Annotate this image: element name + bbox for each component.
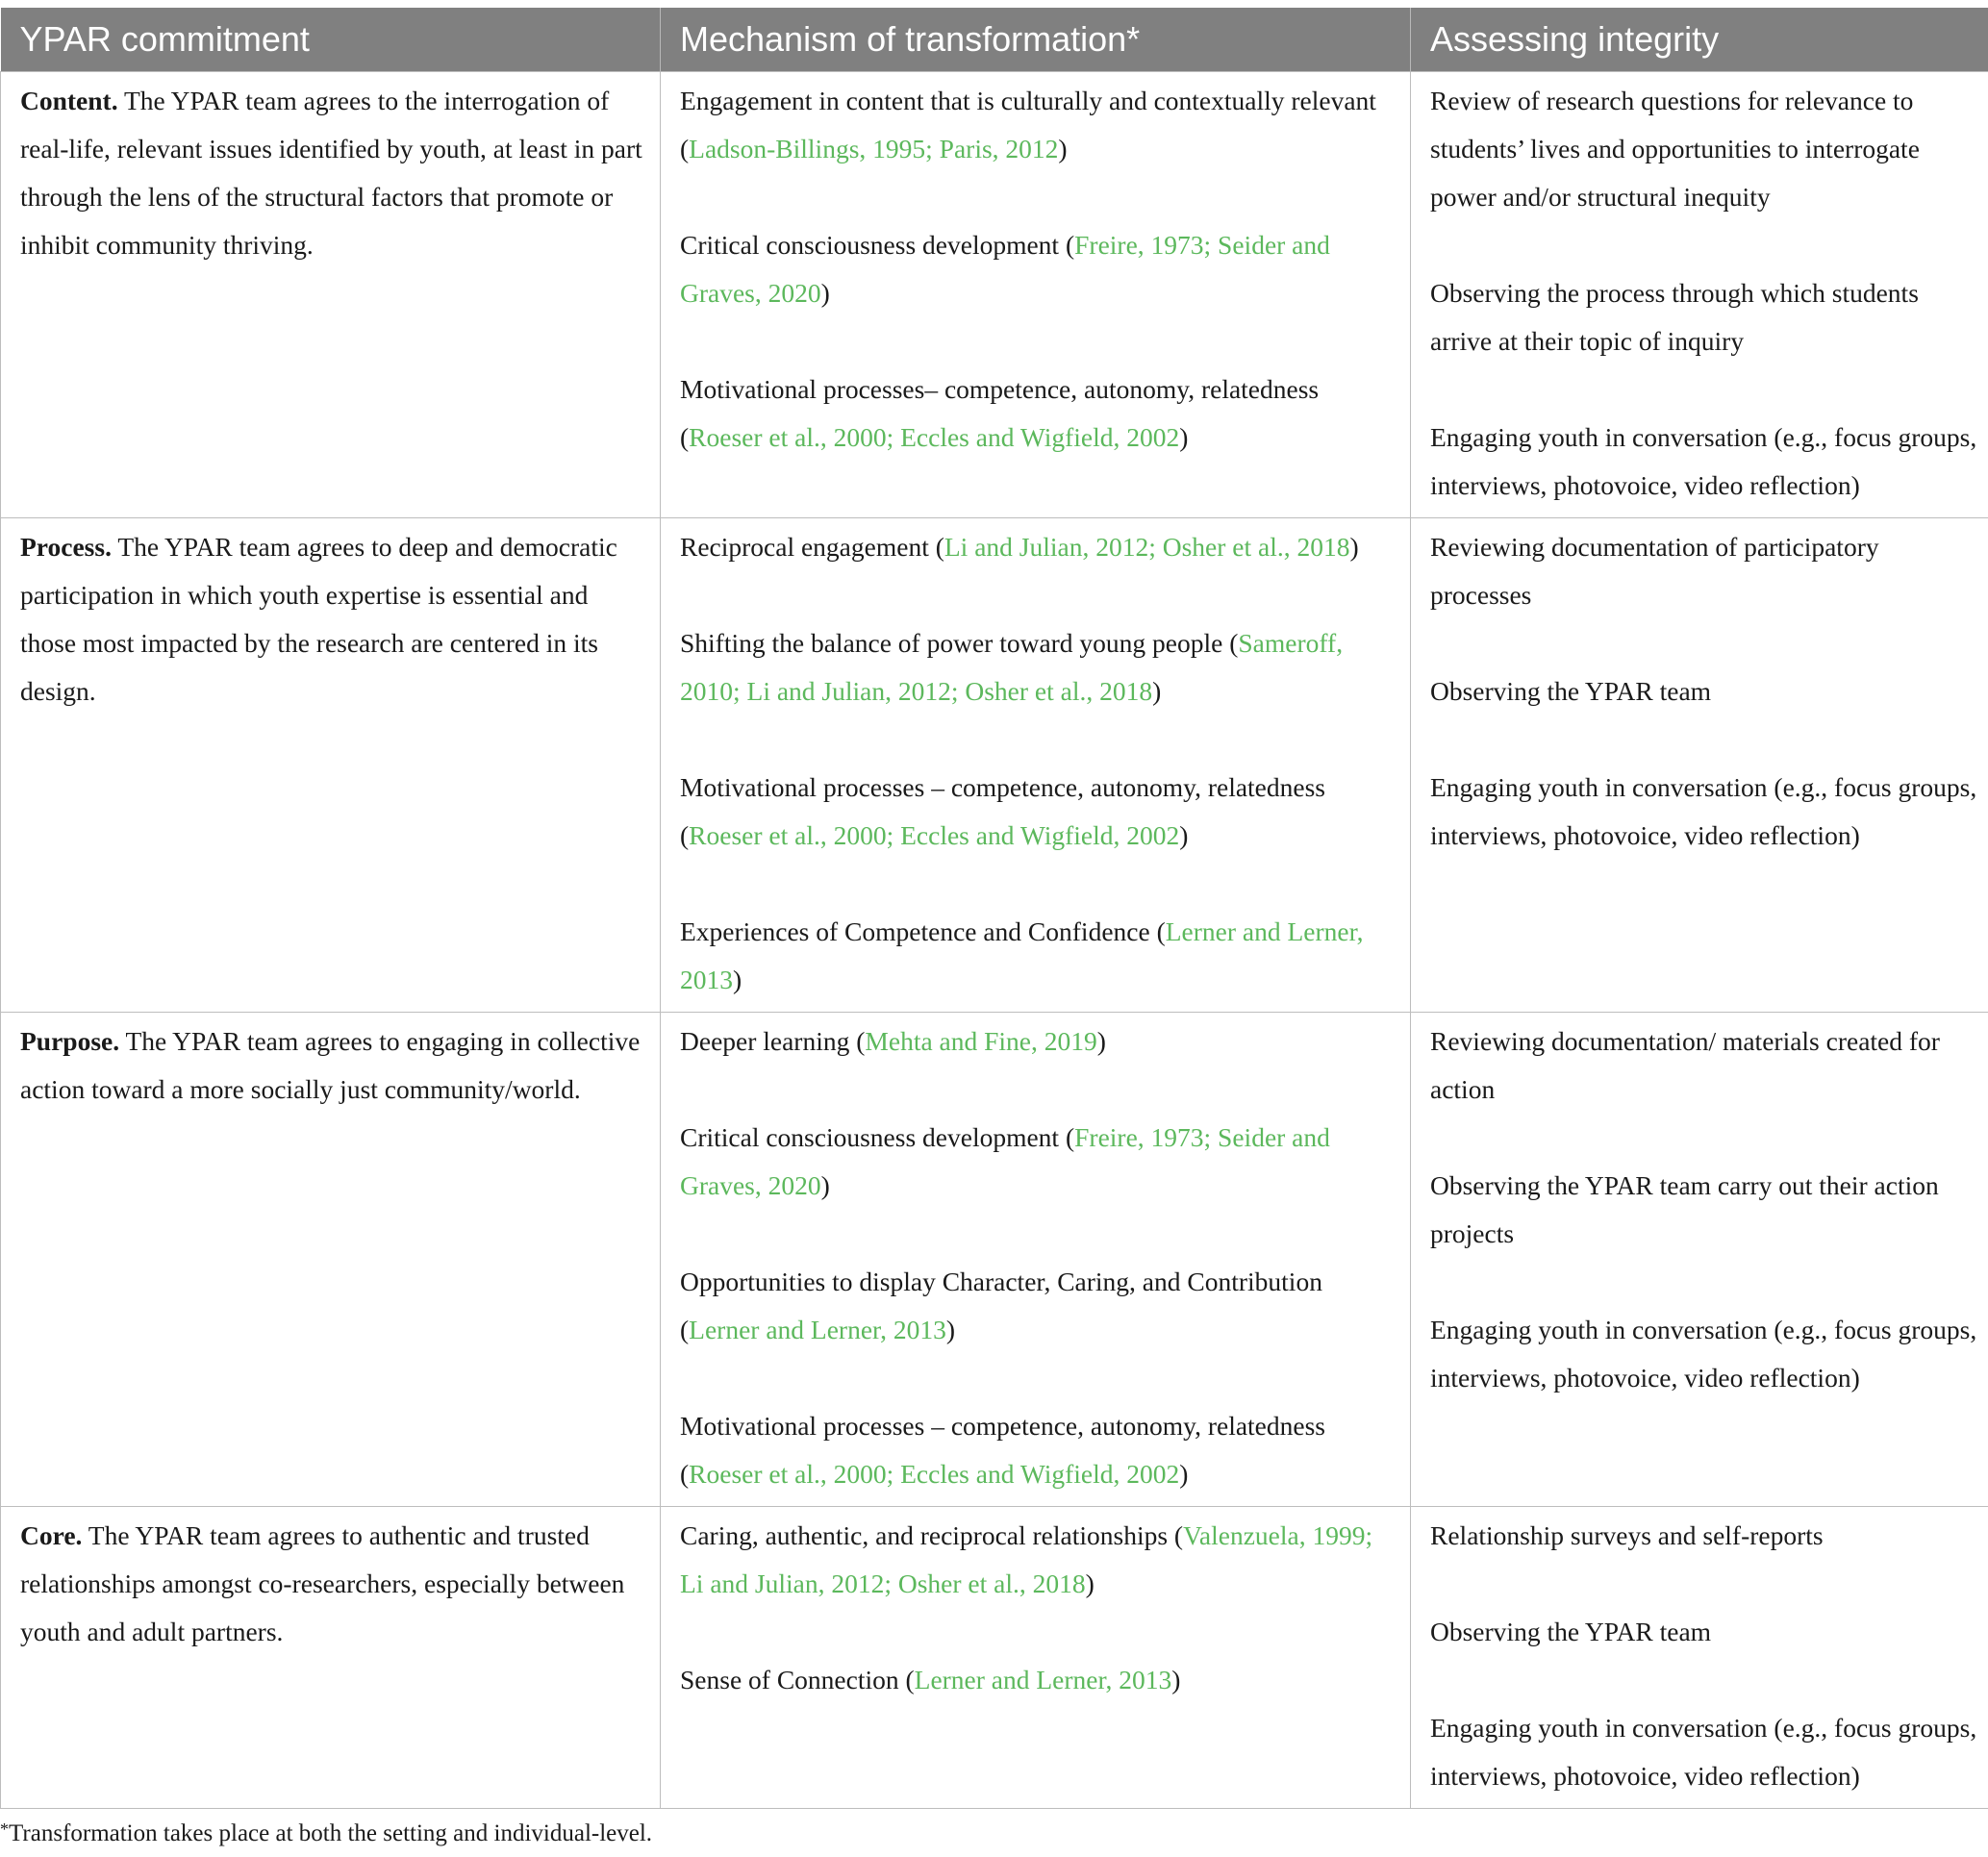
mechanism-item bbox=[680, 221, 1395, 317]
table-row bbox=[1, 518, 1988, 1013]
integrity-item: Reviewing documentation/ materials created for action bbox=[1430, 1026, 1940, 1104]
integrity-item: Engaging youth in conversation (e.g., focus groups, interviews, photovoice, video reflection) bbox=[1430, 1315, 1977, 1393]
citation-link[interactable]: Freire, 1973; Seider and Graves, 2020 bbox=[680, 230, 1330, 308]
mechanism-close-paren: ) bbox=[1179, 422, 1189, 452]
mechanism-close-paren: ) bbox=[1349, 532, 1359, 562]
mechanism-text: Sense of Connection ( bbox=[680, 1665, 915, 1694]
mechanism-close-paren: ) bbox=[1096, 1026, 1106, 1056]
mechanism-text: Deeper learning ( bbox=[680, 1026, 866, 1056]
mechanism-item bbox=[680, 908, 1395, 1004]
mechanism-item bbox=[680, 1258, 1395, 1354]
commitment-cell bbox=[1, 518, 661, 1013]
integrity-item: Observing the YPAR team carry out their action projects bbox=[1430, 1170, 1939, 1248]
table-header bbox=[1, 8, 1988, 72]
mechanism-close-paren: ) bbox=[1179, 820, 1189, 850]
mechanism-text: Experiences of Competence and Confidence ( bbox=[680, 916, 1166, 946]
commitment-text: The YPAR team agrees to the interrogation of real-life, relevant issues identified by youth, at least in part through the lens of the structural factors that promote or inhibit community thriving. bbox=[20, 86, 642, 260]
mechanism-close-paren: ) bbox=[1058, 134, 1068, 163]
commitment-lead: Process. bbox=[20, 532, 112, 562]
commitment-cell bbox=[1, 72, 661, 518]
integrity-item: Reviewing documentation of participatory processes bbox=[1430, 532, 1879, 610]
integrity-item: Observing the YPAR team bbox=[1430, 1617, 1712, 1646]
mechanism-text: Critical consciousness development ( bbox=[680, 230, 1075, 260]
mechanism-close-paren: ) bbox=[820, 278, 830, 308]
footnote-mark: * bbox=[0, 1819, 9, 1839]
integrity-item: Engaging youth in conversation (e.g., focus groups, interviews, photovoice, video reflection) bbox=[1430, 1713, 1977, 1791]
mechanism-item bbox=[680, 1402, 1395, 1498]
citation-link[interactable]: Roeser et al., 2000; Eccles and Wigfield, 2002 bbox=[689, 422, 1180, 452]
header-row bbox=[1, 8, 1988, 72]
citation-link[interactable]: Lerner and Lerner, 2013 bbox=[680, 916, 1364, 994]
table-body bbox=[1, 72, 1988, 1809]
mechanism-item bbox=[680, 523, 1395, 571]
mechanism-item bbox=[680, 764, 1395, 860]
integrity-item: Relationship surveys and self-reports bbox=[1430, 1520, 1824, 1550]
commitment-text: The YPAR team agrees to engaging in collective action toward a more socially just community/world. bbox=[20, 1026, 641, 1104]
mechanism-cell bbox=[661, 72, 1411, 518]
mechanism-text: Motivational processes– competence, autonomy, relatedness ( bbox=[680, 374, 1320, 452]
mechanism-item bbox=[680, 619, 1395, 715]
mechanism-text: Motivational processes – competence, autonomy, relatedness ( bbox=[680, 1411, 1325, 1489]
citation-link[interactable]: Lerner and Lerner, 2013 bbox=[914, 1665, 1172, 1694]
mechanism-text: Critical consciousness development ( bbox=[680, 1122, 1075, 1152]
integrity-cell bbox=[1411, 72, 1988, 518]
mechanism-close-paren: ) bbox=[1179, 1459, 1189, 1489]
mechanism-item bbox=[680, 365, 1395, 462]
citation-link[interactable]: Li and Julian, 2012; Osher et al., 2018 bbox=[944, 532, 1350, 562]
mechanism-close-paren: ) bbox=[945, 1315, 955, 1344]
header-ypar-commitment: YPAR commitment bbox=[1, 8, 661, 72]
citation-link[interactable]: Lerner and Lerner, 2013 bbox=[689, 1315, 946, 1344]
commitment-text: The YPAR team agrees to deep and democratic participation in which youth expertise is essential and those most impacted by the research are centered in its design. bbox=[20, 532, 617, 706]
mechanism-close-paren: ) bbox=[1152, 676, 1162, 706]
mechanism-text: Opportunities to display Character, Caring, and Contribution ( bbox=[680, 1267, 1322, 1344]
table-row bbox=[1, 1507, 1988, 1809]
citation-link[interactable]: Roeser et al., 2000; Eccles and Wigfield, 2002 bbox=[689, 1459, 1180, 1489]
citation-link[interactable]: Ladson-Billings, 1995; Paris, 2012 bbox=[689, 134, 1059, 163]
commitment-text: The YPAR team agrees to authentic and trusted relationships amongst co-researchers, especially between youth and adult partners. bbox=[20, 1520, 625, 1646]
integrity-item: Observing the process through which students arrive at their topic of inquiry bbox=[1430, 278, 1919, 356]
commitment-cell bbox=[1, 1507, 661, 1809]
mechanism-text: Reciprocal engagement ( bbox=[680, 532, 944, 562]
commitment-cell bbox=[1, 1013, 661, 1507]
mechanism-text: Shifting the balance of power toward young people ( bbox=[680, 628, 1239, 658]
mechanism-item bbox=[680, 1656, 1395, 1704]
mechanism-text: Motivational processes – competence, autonomy, relatedness ( bbox=[680, 772, 1325, 850]
mechanism-close-paren: ) bbox=[733, 965, 742, 994]
mechanism-item bbox=[680, 1114, 1395, 1210]
integrity-cell bbox=[1411, 1507, 1988, 1809]
mechanism-cell bbox=[661, 1013, 1411, 1507]
mechanism-cell bbox=[661, 1507, 1411, 1809]
commitment-lead: Purpose. bbox=[20, 1026, 120, 1056]
mechanism-item bbox=[680, 1512, 1395, 1608]
footnote-text: Transformation takes place at both the setting and individual-level. bbox=[9, 1820, 653, 1846]
header-mechanism-of-transformation: Mechanism of transformation* bbox=[661, 8, 1411, 72]
integrity-item: Review of research questions for relevance to students’ lives and opportunities to interrogate power and/or structural inequity bbox=[1430, 86, 1920, 212]
citation-link[interactable]: Freire, 1973; Seider and Graves, 2020 bbox=[680, 1122, 1330, 1200]
integrity-cell bbox=[1411, 1013, 1988, 1507]
mechanism-close-paren: ) bbox=[1171, 1665, 1181, 1694]
citation-link[interactable]: Mehta and Fine, 2019 bbox=[865, 1026, 1097, 1056]
mechanism-cell bbox=[661, 518, 1411, 1013]
mechanism-text: Caring, authentic, and reciprocal relationships ( bbox=[680, 1520, 1184, 1550]
header-assessing-integrity: Assessing integrity bbox=[1411, 8, 1988, 72]
integrity-item: Engaging youth in conversation (e.g., focus groups, interviews, photovoice, video reflection) bbox=[1430, 772, 1977, 850]
integrity-item: Observing the YPAR team bbox=[1430, 676, 1712, 706]
table-footnote bbox=[0, 1810, 652, 1853]
integrity-cell bbox=[1411, 518, 1988, 1013]
mechanism-item bbox=[680, 1017, 1395, 1066]
citation-link[interactable]: Roeser et al., 2000; Eccles and Wigfield, 2002 bbox=[689, 820, 1180, 850]
mechanism-close-paren: ) bbox=[1085, 1568, 1095, 1598]
citation-link[interactable]: Sameroff, 2010; Li and Julian, 2012; Osher et al., 2018 bbox=[680, 628, 1344, 706]
mechanism-text: Engagement in content that is culturally and contextually relevant ( bbox=[680, 86, 1376, 163]
commitment-lead: Core. bbox=[20, 1520, 83, 1550]
mechanism-item bbox=[680, 77, 1395, 173]
ypar-table-container bbox=[0, 8, 1988, 1809]
citation-link[interactable]: Valenzuela, 1999; Li and Julian, 2012; Osher et al., 2018 bbox=[680, 1520, 1373, 1598]
table-row bbox=[1, 72, 1988, 518]
table-row bbox=[1, 1013, 1988, 1507]
mechanism-close-paren: ) bbox=[820, 1170, 830, 1200]
ypar-table bbox=[0, 8, 1988, 1809]
integrity-item: Engaging youth in conversation (e.g., focus groups, interviews, photovoice, video reflection) bbox=[1430, 422, 1977, 500]
commitment-lead: Content. bbox=[20, 86, 118, 115]
